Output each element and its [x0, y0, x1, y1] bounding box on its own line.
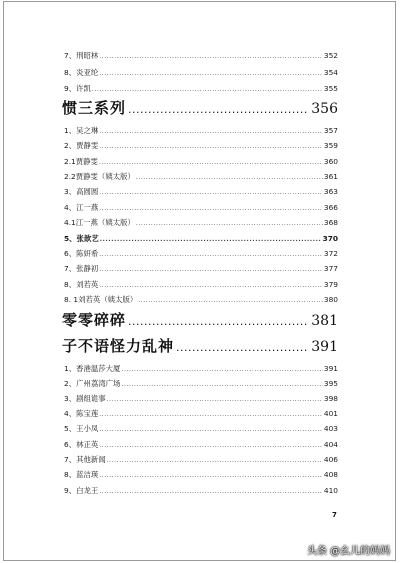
toc-leader-dots	[99, 443, 323, 449]
toc-entry[interactable]	[64, 85, 338, 93]
toc-entry-page: 352	[323, 51, 338, 60]
toc-entry-page: 408	[323, 470, 338, 479]
toc-entry[interactable]	[64, 441, 338, 449]
toc-entry[interactable]	[64, 296, 338, 304]
toc-entry-label: 7、刑昭林	[64, 51, 99, 60]
toc-leader-dots	[138, 298, 323, 304]
toc-entry[interactable]	[64, 281, 338, 289]
toc-entry[interactable]	[64, 250, 338, 258]
toc-entry-page: 355	[323, 84, 338, 93]
toc-entry-label: 8、炎亚纶	[64, 68, 99, 77]
toc-entry[interactable]	[64, 395, 338, 403]
toc-leader-dots	[92, 87, 323, 93]
toc-section[interactable]	[62, 313, 338, 328]
toc-leader-dots	[100, 237, 322, 243]
toc-leader-dots	[99, 489, 323, 495]
toc-leader-dots	[99, 54, 323, 60]
toc-entry-page: 360	[323, 157, 338, 166]
toc-section[interactable]	[62, 339, 338, 354]
toc-entry-label: 9、白龙王	[64, 486, 99, 495]
toc-entry-label: 2、广州荔湾广场	[64, 379, 121, 388]
toc-section-title: 惯三系列	[62, 99, 127, 117]
page-number: 7	[332, 511, 337, 519]
toc-entry-label: 4、陈宝莲	[64, 409, 99, 418]
toc-entry-page: 363	[323, 187, 338, 196]
toc-entry-label: 2.2贾静雯（姨太版）	[64, 172, 135, 181]
toc-entry[interactable]	[64, 471, 338, 479]
toc-entry-label: 1、吴之琳	[64, 126, 99, 135]
toc-section-page: 381	[311, 313, 338, 329]
toc-entry[interactable]	[64, 173, 338, 181]
toc-leader-dots	[99, 206, 323, 212]
toc-leader-dots	[121, 367, 322, 373]
toc-leader-dots	[136, 175, 323, 181]
toc-section-title: 子不语怪力乱神	[62, 337, 175, 355]
toc-leader-dots	[99, 473, 323, 479]
toc-entry-label: 7、其他新闻	[64, 455, 106, 464]
toc-leader-dots	[99, 412, 323, 418]
toc-entry-page: 354	[323, 68, 338, 77]
toc-entry-page: 370	[322, 234, 338, 243]
toc-leader-dots	[99, 427, 323, 433]
toc-entry-label: 5、张歆艺	[64, 234, 99, 243]
toc-entry-page: 366	[323, 203, 338, 212]
toc-entry-label: 8、蓝洁瑛	[64, 470, 99, 479]
toc-entry[interactable]	[64, 425, 338, 433]
toc-leader-dots	[107, 458, 323, 464]
toc-entry[interactable]	[64, 69, 338, 77]
toc-entry-page: 379	[323, 280, 338, 289]
toc-entry-label: 5、王小凤	[64, 424, 99, 433]
toc-entry-page: 377	[323, 264, 338, 273]
toc-entry-label: 2、贾静雯	[64, 141, 99, 150]
toc-leader-dots	[99, 71, 323, 77]
toc-entry-label: 4、江一燕	[64, 203, 99, 212]
toc-entry[interactable]	[64, 487, 338, 495]
toc-entry[interactable]	[64, 380, 338, 388]
toc-entry[interactable]	[64, 188, 338, 196]
toc-entry-label: 1、香港温莎大厦	[64, 364, 121, 373]
toc-entry-page: 359	[323, 141, 338, 150]
toc-entry[interactable]	[64, 410, 338, 418]
toc-entry-page: 391	[323, 364, 338, 373]
toc-entry[interactable]	[64, 265, 338, 273]
toc-entry-page: 380	[323, 295, 338, 304]
toc-leader-dots	[128, 316, 309, 327]
toc-entry-page: 357	[323, 126, 338, 135]
toc-leader-dots	[176, 342, 309, 353]
toc-leader-dots	[107, 397, 323, 403]
toc-entry-label: 2.1贾静雯	[64, 157, 98, 166]
toc-entry-label: 7、张静初	[64, 264, 99, 273]
toc-entry[interactable]	[64, 235, 338, 243]
toc-entry[interactable]	[64, 52, 338, 60]
toc-leader-dots	[136, 221, 323, 227]
toc-leader-dots	[99, 283, 323, 289]
toc-entry-page: 395	[323, 379, 338, 388]
toc-entry-label: 8、刘若英	[64, 280, 99, 289]
toc-leader-dots	[99, 160, 323, 166]
toc-entry-label: 9、许凯	[64, 84, 91, 93]
toc-entry[interactable]	[64, 142, 338, 150]
toc-leader-dots	[99, 252, 323, 258]
watermark: 头条 @幺儿的妈妈	[307, 546, 391, 557]
toc-section[interactable]	[62, 101, 338, 116]
toc-section-page: 356	[311, 101, 338, 117]
toc-leader-dots	[128, 104, 309, 115]
toc-entry[interactable]	[64, 219, 338, 227]
toc-entry-page: 368	[323, 218, 338, 227]
toc-entry-page: 398	[323, 394, 338, 403]
toc-entry-page: 410	[323, 486, 338, 495]
toc-entry-page: 361	[323, 172, 338, 181]
toc-entry-label: 6、林正英	[64, 440, 99, 449]
toc-entry[interactable]	[64, 365, 338, 373]
toc-leader-dots	[121, 382, 322, 388]
toc-entry[interactable]	[64, 204, 338, 212]
toc-entry[interactable]	[64, 456, 338, 464]
toc-section-page: 391	[311, 339, 338, 355]
toc-leader-dots	[99, 129, 323, 135]
toc-entry-page: 401	[323, 409, 338, 418]
toc-entry[interactable]	[64, 127, 338, 135]
toc-entry-label: 8. 1刘若英（姨太版）	[64, 295, 138, 304]
toc-leader-dots	[99, 144, 323, 150]
toc-entry-label: 4.1江一燕（姨太版）	[64, 218, 135, 227]
toc-entry-page: 404	[323, 440, 338, 449]
toc-entry-page: 406	[323, 455, 338, 464]
toc-entry-label: 3、高圆圆	[64, 187, 99, 196]
toc-entry[interactable]	[64, 158, 338, 166]
toc-section-title: 零零碎碎	[62, 311, 127, 329]
toc-entry-label: 6、陈妍希	[64, 249, 99, 258]
toc-leader-dots	[99, 190, 323, 196]
toc-entry-page: 372	[323, 249, 338, 258]
toc-entry-page: 403	[323, 424, 338, 433]
toc-entry-label: 3、剧组诡事	[64, 394, 106, 403]
toc-leader-dots	[99, 267, 323, 273]
